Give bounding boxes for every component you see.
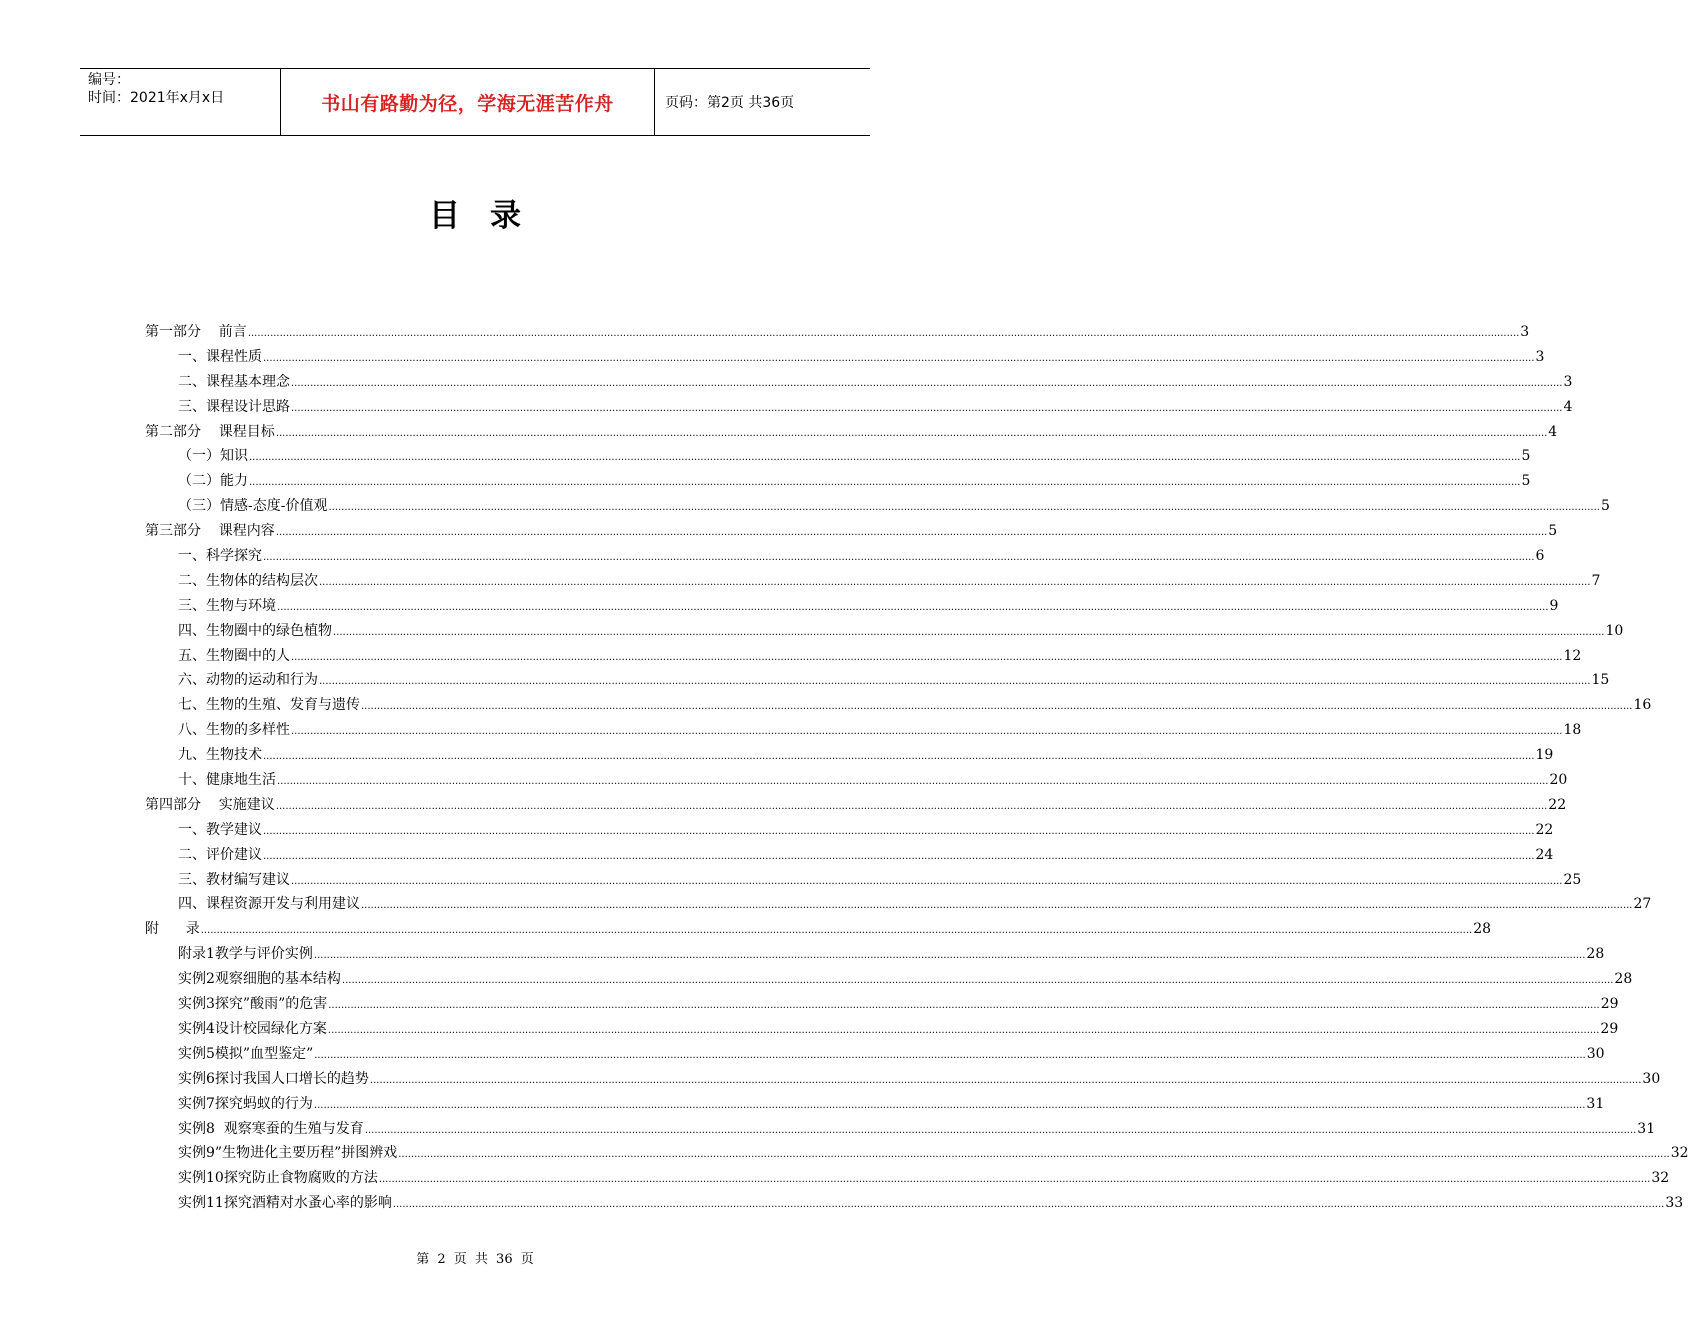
toc-entry-page: 22 (1535, 821, 1554, 838)
toc-leader-dots: ................................................................................................................................................................................................................................................................................................................................................................................................................ (313, 950, 1586, 962)
toc-leader-dots: ................................................................................................................................................................................................................................................................................................................................................................................................................ (319, 576, 1591, 588)
toc-entry[interactable] (145, 569, 1601, 594)
toc-entry[interactable] (145, 1117, 1656, 1142)
toc-entry[interactable] (145, 1191, 1684, 1216)
toc-entry-label: 十、健康地生活 (178, 772, 276, 789)
toc-leader-dots: ................................................................................................................................................................................................................................................................................................................................................................................................................ (361, 701, 1633, 713)
toc-entry-page: 5 (1548, 523, 1558, 540)
header-meta (80, 69, 281, 135)
table-of-contents (145, 320, 1689, 1216)
toc-entry[interactable] (145, 892, 1652, 917)
toc-entry-label: 实例5模拟”血型鉴定” (178, 1045, 314, 1062)
toc-entry[interactable] (145, 917, 1492, 942)
toc-entry[interactable] (145, 743, 1554, 768)
toc-entry-label: 二、课程基本理念 (178, 373, 290, 390)
toc-entry-page: 24 (1535, 846, 1554, 863)
toc-entry-label: 附 录 (145, 921, 200, 938)
toc-leader-dots: ................................................................................................................................................................................................................................................................................................................................................................................................................ (328, 502, 1600, 514)
header-motto: 书山有路勤为径，学海无涯苦作舟 (281, 69, 655, 135)
toc-entry-page: 30 (1586, 1045, 1605, 1062)
toc-entry-label: 实例3探究”酸雨”的危害 (178, 996, 328, 1013)
toc-entry-page: 20 (1549, 772, 1568, 789)
toc-entry-page: 4 (1548, 423, 1558, 440)
toc-leader-dots: ................................................................................................................................................................................................................................................................................................................................................................................................................ (333, 626, 1605, 638)
toc-entry-label: 四、生物圈中的绿色植物 (178, 622, 332, 639)
toc-entry[interactable] (145, 1017, 1619, 1042)
toc-leader-dots: ................................................................................................................................................................................................................................................................................................................................................................................................................ (327, 1024, 1600, 1036)
toc-entry[interactable] (145, 992, 1619, 1017)
toc-entry[interactable] (145, 843, 1554, 868)
toc-entry[interactable] (145, 942, 1605, 967)
toc-entry[interactable] (145, 644, 1582, 669)
toc-entry-label: 实例4设计校园绿化方案 (178, 1020, 327, 1037)
toc-entry-label: 第四部分 实施建议 (145, 796, 275, 813)
toc-entry-page: 27 (1633, 896, 1652, 913)
toc-entry-label: 一、教学建议 (178, 821, 262, 838)
toc-entry-page: 29 (1600, 996, 1619, 1013)
toc-entry-label: 七、生物的生殖、发育与遗传 (178, 697, 360, 714)
toc-entry[interactable] (145, 345, 1545, 370)
toc-entry-label: 九、生物技术 (178, 747, 262, 764)
toc-entry-page: 28 (1586, 946, 1605, 963)
toc-entry-label: 二、生物体的结构层次 (178, 572, 318, 589)
toc-entry-page: 5 (1521, 448, 1531, 465)
toc-leader-dots: ................................................................................................................................................................................................................................................................................................................................................................................................................ (398, 1149, 1670, 1161)
toc-leader-dots: ................................................................................................................................................................................................................................................................................................................................................................................................................ (341, 975, 1614, 987)
toc-entry-label: 实例2观察细胞的基本结构 (178, 971, 341, 988)
toc-entry-page: 3 (1520, 324, 1530, 340)
toc-entry-label: （二）能力 (178, 473, 248, 490)
toc-leader-dots: ................................................................................................................................................................................................................................................................................................................................................................................................................ (378, 1174, 1651, 1186)
toc-leader-dots: ................................................................................................................................................................................................................................................................................................................................................................................................................ (263, 825, 1535, 837)
toc-entry-label: （一）知识 (178, 448, 248, 465)
toc-entry-page: 16 (1633, 697, 1652, 714)
toc-leader-dots: ................................................................................................................................................................................................................................................................................................................................................................................................................ (249, 452, 1521, 464)
toc-entry-page: 25 (1563, 871, 1582, 888)
toc-entry-label: 附录1教学与评价实例 (178, 946, 313, 963)
toc-entry-page: 15 (1591, 672, 1610, 689)
toc-entry-page: 3 (1535, 348, 1545, 365)
toc-leader-dots: ................................................................................................................................................................................................................................................................................................................................................................................................................ (392, 1199, 1665, 1211)
toc-entry[interactable] (145, 768, 1568, 793)
toc-leader-dots: ................................................................................................................................................................................................................................................................................................................................................................................................................ (319, 676, 1591, 688)
header-time: 时间：2021年x月x日 (88, 90, 225, 106)
toc-entry[interactable] (145, 967, 1633, 992)
toc-leader-dots: ................................................................................................................................................................................................................................................................................................................................................................................................................ (247, 328, 1520, 339)
toc-entry-label: 实例6探讨我国人口增长的趋势 (178, 1070, 369, 1087)
toc-entry-page: 9 (1549, 597, 1559, 614)
toc-entry-page: 10 (1605, 622, 1624, 639)
toc-entry[interactable] (145, 793, 1567, 818)
header-page-info: 页码：第2页 共36页 (665, 95, 795, 111)
toc-entry-page: 7 (1591, 572, 1601, 589)
toc-leader-dots: ................................................................................................................................................................................................................................................................................................................................................................................................................ (291, 726, 1563, 738)
toc-entry-page: 31 (1586, 1095, 1605, 1112)
toc-leader-dots: ................................................................................................................................................................................................................................................................................................................................................................................................................ (263, 751, 1535, 763)
toc-entry-page: 12 (1563, 647, 1582, 664)
toc-entry[interactable] (145, 1067, 1661, 1092)
toc-entry-page: 33 (1665, 1195, 1684, 1212)
toc-entry-page: 6 (1535, 548, 1545, 565)
toc-leader-dots: ................................................................................................................................................................................................................................................................................................................................................................................................................ (291, 402, 1563, 414)
toc-leader-dots: ................................................................................................................................................................................................................................................................................................................................................................................................................ (200, 925, 1473, 937)
toc-entry-page: 30 (1642, 1070, 1661, 1087)
toc-entry-label: （三）情感-态度-价值观 (178, 498, 328, 515)
toc-leader-dots: ................................................................................................................................................................................................................................................................................................................................................................................................................ (263, 850, 1535, 862)
toc-entry-label: 第二部分 课程目标 (145, 423, 275, 440)
toc-entry[interactable] (145, 693, 1652, 718)
toc-entry-page: 4 (1563, 398, 1573, 415)
toc-entry[interactable] (145, 420, 1558, 445)
toc-entry-page: 18 (1563, 722, 1582, 739)
toc-entry-page: 19 (1535, 747, 1554, 764)
toc-leader-dots: ................................................................................................................................................................................................................................................................................................................................................................................................................ (275, 527, 1548, 539)
toc-leader-dots: ................................................................................................................................................................................................................................................................................................................................................................................................................ (277, 776, 1549, 788)
toc-entry[interactable] (145, 668, 1610, 693)
toc-entry-page: 32 (1651, 1170, 1670, 1187)
toc-entry[interactable] (145, 1042, 1605, 1067)
toc-entry-page: 32 (1670, 1145, 1689, 1162)
toc-entry-page: 31 (1637, 1120, 1656, 1137)
toc-entry-label: 第三部分 课程内容 (145, 523, 275, 540)
toc-entry[interactable] (145, 544, 1545, 569)
toc-entry-label: 实例10探究防止食物腐败的方法 (178, 1170, 378, 1187)
toc-entry-label: 三、生物与环境 (178, 597, 276, 614)
toc-entry[interactable] (145, 718, 1582, 743)
toc-leader-dots: ................................................................................................................................................................................................................................................................................................................................................................................................................ (369, 1074, 1642, 1086)
toc-entry-label: 第一部分 前言 (145, 324, 247, 340)
toc-entry-label: 四、课程资源开发与利用建议 (178, 896, 360, 913)
toc-entry[interactable] (145, 594, 1559, 619)
toc-entry-page: 28 (1614, 971, 1633, 988)
toc-leader-dots: ................................................................................................................................................................................................................................................................................................................................................................................................................ (328, 1000, 1600, 1012)
toc-entry-page: 22 (1548, 796, 1567, 813)
toc-entry-page: 3 (1563, 373, 1573, 390)
toc-entry[interactable] (145, 1092, 1605, 1117)
toc-entry[interactable] (145, 1166, 1670, 1191)
toc-entry-label: 二、评价建议 (178, 846, 262, 863)
toc-leader-dots: ................................................................................................................................................................................................................................................................................................................................................................................................................ (275, 800, 1548, 812)
toc-leader-dots: ................................................................................................................................................................................................................................................................................................................................................................................................................ (364, 1124, 1637, 1136)
toc-entry-label: 六、动物的运动和行为 (178, 672, 318, 689)
toc-entry[interactable] (145, 370, 1573, 395)
toc-entry[interactable] (145, 868, 1582, 893)
toc-leader-dots: ................................................................................................................................................................................................................................................................................................................................................................................................................ (277, 601, 1549, 613)
toc-leader-dots: ................................................................................................................................................................................................................................................................................................................................................................................................................ (291, 651, 1563, 663)
toc-entry[interactable] (145, 469, 1531, 494)
toc-entry-label: 实例7探究蚂蚁的行为 (178, 1095, 313, 1112)
toc-entry[interactable] (145, 320, 1530, 345)
toc-entry-page: 5 (1600, 498, 1610, 515)
toc-leader-dots: ................................................................................................................................................................................................................................................................................................................................................................................................................ (291, 377, 1563, 389)
toc-entry-label: 实例8 观察寒蚕的生殖与发育 (178, 1120, 364, 1137)
toc-entry-label: 一、课程性质 (178, 348, 262, 365)
toc-leader-dots: ................................................................................................................................................................................................................................................................................................................................................................................................................ (275, 427, 1548, 439)
toc-entry[interactable] (145, 395, 1573, 420)
page-title: 目录 (429, 198, 551, 234)
toc-entry-label: 三、课程设计思路 (178, 398, 290, 415)
toc-entry-page: 29 (1600, 1020, 1619, 1037)
toc-entry-label: 三、教材编写建议 (178, 871, 290, 888)
toc-entry-page: 5 (1521, 473, 1531, 490)
page-footer: 第 2 页 共 36 页 (416, 1252, 534, 1267)
page-header (80, 68, 870, 136)
toc-entry-label: 实例11探究酒精对水蚤心率的影响 (178, 1195, 392, 1212)
toc-leader-dots: ................................................................................................................................................................................................................................................................................................................................................................................................................ (263, 552, 1535, 564)
toc-entry-label: 八、生物的多样性 (178, 722, 290, 739)
toc-leader-dots: ................................................................................................................................................................................................................................................................................................................................................................................................................ (249, 477, 1521, 489)
toc-entry[interactable] (145, 818, 1554, 843)
toc-entry-page: 28 (1473, 921, 1492, 938)
toc-leader-dots: ................................................................................................................................................................................................................................................................................................................................................................................................................ (314, 1049, 1586, 1061)
toc-entry[interactable] (145, 619, 1624, 644)
toc-leader-dots: ................................................................................................................................................................................................................................................................................................................................................................................................................ (313, 1099, 1586, 1111)
toc-entry-label: 五、生物圈中的人 (178, 647, 290, 664)
header-number: 编号： (88, 72, 130, 88)
toc-leader-dots: ................................................................................................................................................................................................................................................................................................................................................................................................................ (361, 900, 1633, 912)
toc-entry[interactable] (145, 494, 1610, 519)
toc-entry-label: 实例9”生物进化主要历程”拼图辨戏 (178, 1145, 398, 1162)
toc-leader-dots: ................................................................................................................................................................................................................................................................................................................................................................................................................ (291, 875, 1563, 887)
toc-entry[interactable] (145, 1141, 1689, 1166)
toc-leader-dots: ................................................................................................................................................................................................................................................................................................................................................................................................................ (263, 352, 1535, 364)
toc-entry-label: 一、科学探究 (178, 548, 262, 565)
toc-entry[interactable] (145, 444, 1531, 469)
toc-entry[interactable] (145, 519, 1558, 544)
